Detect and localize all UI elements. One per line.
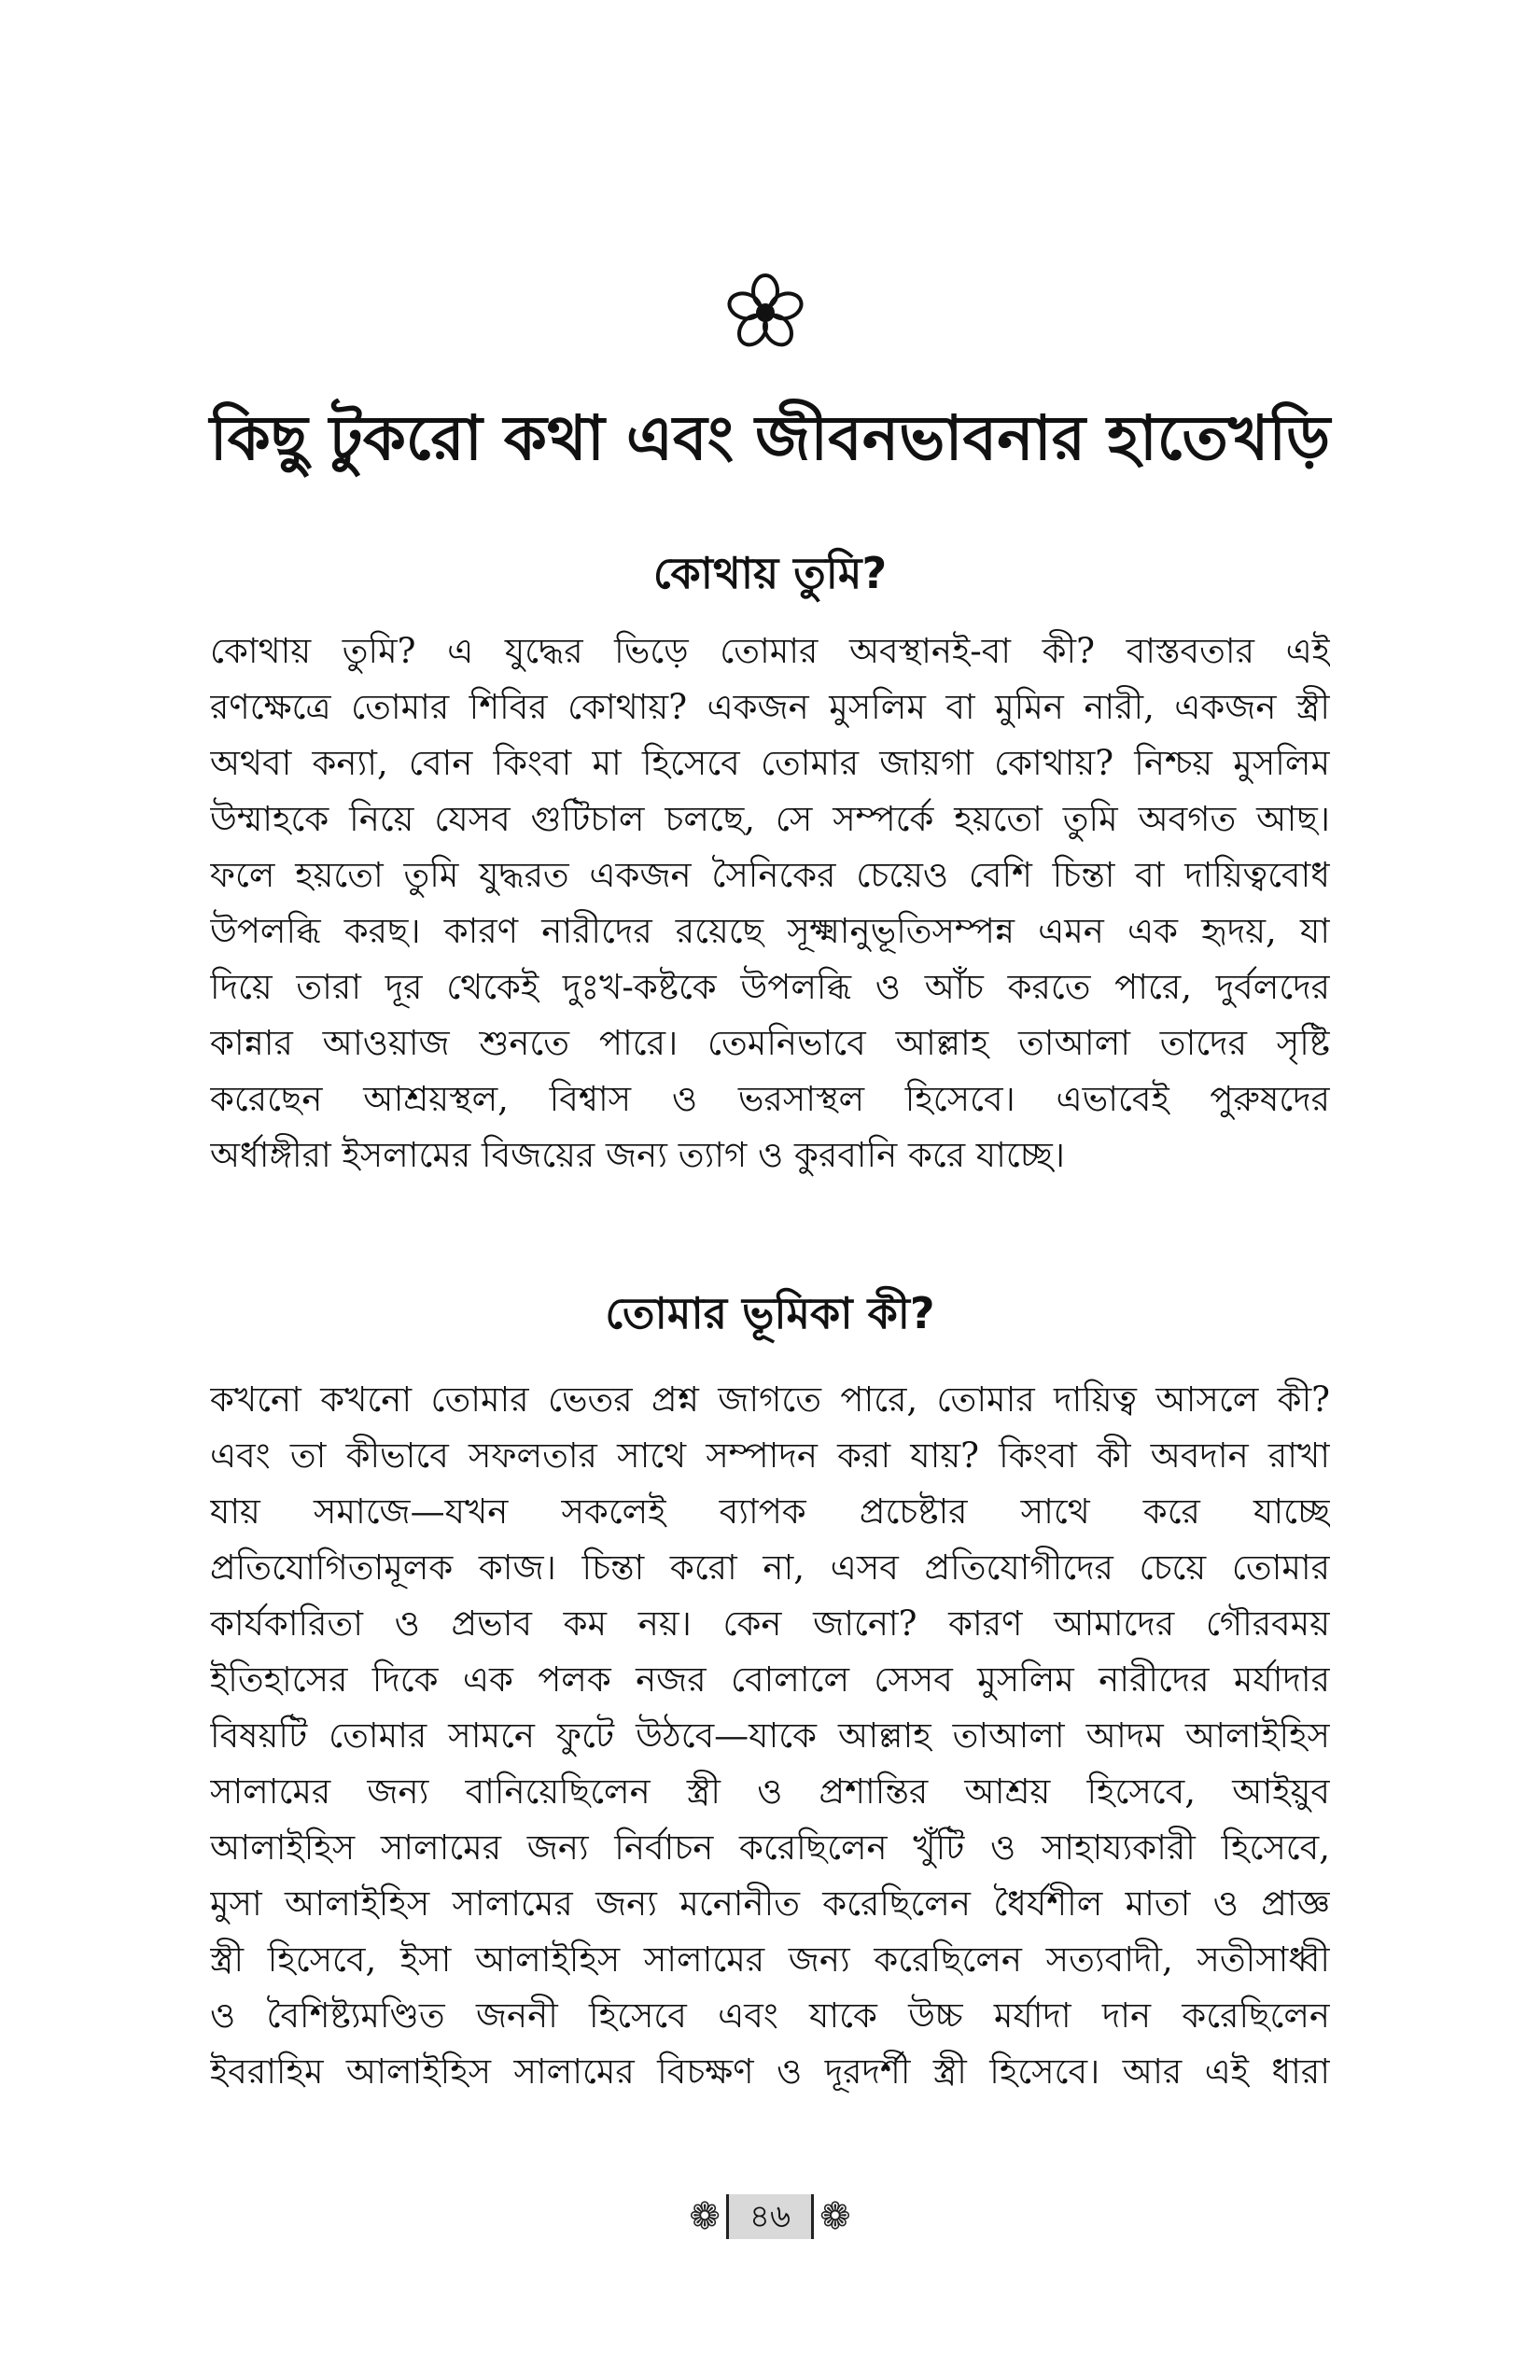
text-line: মুসা আলাইহিস সালামের জন্য মনোনীত করেছিলেন ধৈর্যশীল মাতা ও প্রাজ্ঞ <box>210 1883 1330 1924</box>
chapter-title: কিছু টুকরো কথা এবং জীবনভাবনার হাতেখড়ি <box>209 402 1331 474</box>
text-line: রণক্ষেত্রে তোমার শিবির কোথায়? একজন মুসলিম বা মুমিন নারী, একজন স্ত্রী <box>210 687 1330 727</box>
text-line: কোথায় তুমি? এ যুদ্ধের ভিড়ে তোমার অবস্থানই-বা কী? বাস্তবতার এই <box>210 631 1330 671</box>
paragraph-where-are-you <box>210 623 1330 1183</box>
text-line: ইতিহাসের দিকে এক পলক নজর বোলালে সেসব মুসলিম নারীদের মর্যাদার <box>210 1659 1330 1700</box>
text-line: যায় সমাজে—যখন সকলেই ব্যাপক প্রচেষ্টার সাথে করে যাচ্ছে <box>210 1491 1330 1532</box>
text-line: উম্মাহকে নিয়ে যেসব গুটিচাল চলছে, সে সম্পর্কে হয়তো তুমি অবগত আছ। <box>210 799 1330 839</box>
text-line: কখনো কখনো তোমার ভেতর প্রশ্ন জাগতে পারে, তোমার দায়িত্ব আসলে কী? <box>210 1379 1330 1420</box>
text-line: প্রতিযোগিতামূলক কাজ। চিন্তা করো না, এসব প্রতিযোগীদের চেয়ে তোমার <box>210 1547 1330 1588</box>
text-line: অথবা কন্যা, বোন কিংবা মা হিসেবে তোমার জায়গা কোথায়? নিশ্চয় মুসলিম <box>210 743 1330 783</box>
text-line: কান্নার আওয়াজ শুনতে পারে। তেমনিভাবে আল্লাহ তাআলা তাদের সৃষ্টি <box>210 1023 1330 1063</box>
text-line: দিয়ে তারা দূর থেকেই দুঃখ-কষ্টকে উপলব্ধি ও আঁচ করতে পারে, দুর্বলদের <box>210 967 1330 1007</box>
flower-ornament-icon <box>723 271 807 355</box>
section-heading-your-role: তোমার ভূমিকা কী? <box>605 1288 935 1338</box>
text-line: অর্ধাঙ্গীরা ইসলামের বিজয়ের জন্য ত্যাগ ও কুরবানি করে যাচ্ছে। <box>210 1135 1065 1175</box>
paragraph-your-role <box>210 1372 1330 2100</box>
text-line: করেছেন আশ্রয়স্থল, বিশ্বাস ও ভরসাস্থল হিসেবে। এভাবেই পুরুষদের <box>210 1079 1330 1119</box>
text-line: এবং তা কীভাবে সফলতার সাথে সম্পাদন করা যায়? কিংবা কী অবদান রাখা <box>210 1435 1330 1476</box>
text-line: ফলে হয়তো তুমি যুদ্ধরত একজন সৈনিকের চেয়েও বেশি চিন্তা বা দায়িত্ববোধ <box>210 855 1330 895</box>
footer-right-ornament-icon: ❁ <box>819 2195 851 2238</box>
text-line: ইবরাহিম আলাইহিস সালামের বিচক্ষণ ও দূরদর্শী স্ত্রী হিসেবে। আর এই ধারা <box>210 2051 1330 2092</box>
text-line: উপলব্ধি করছ। কারণ নারীদের রয়েছে সূক্ষ্মানুভূতিসম্পন্ন এমন এক হৃদয়, যা <box>210 911 1330 951</box>
section-heading-where-are-you: কোথায় তুমি? <box>652 548 888 598</box>
text-line: বিষয়টি তোমার সামনে ফুটে উঠবে—যাকে আল্লাহ তাআলা আদম আলাইহিস <box>210 1715 1330 1756</box>
footer-left-ornament-icon: ❁ <box>689 2195 721 2238</box>
text-line: আলাইহিস সালামের জন্য নির্বাচন করেছিলেন খুঁটি ও সাহায্যকারী হিসেবে, <box>210 1827 1330 1868</box>
text-line: স্ত্রী হিসেবে, ইসা আলাইহিস সালামের জন্য করেছিলেন সত্যবাদী, সতীসাধ্বী <box>210 1939 1330 1980</box>
page-number: ৪৬ <box>726 2194 814 2239</box>
text-line: সালামের জন্য বানিয়েছিলেন স্ত্রী ও প্রশান্তির আশ্রয় হিসেবে, আইয়ুব <box>210 1771 1330 1812</box>
text-line: কার্যকারিতা ও প্রভাব কম নয়। কেন জানো? কারণ আমাদের গৌরবময় <box>210 1603 1330 1644</box>
page-footer <box>0 2189 1540 2245</box>
text-line: ও বৈশিষ্ট্যমণ্ডিত জননী হিসেবে এবং যাকে উচ্চ মর্যাদা দান করেছিলেন <box>210 1995 1330 2036</box>
